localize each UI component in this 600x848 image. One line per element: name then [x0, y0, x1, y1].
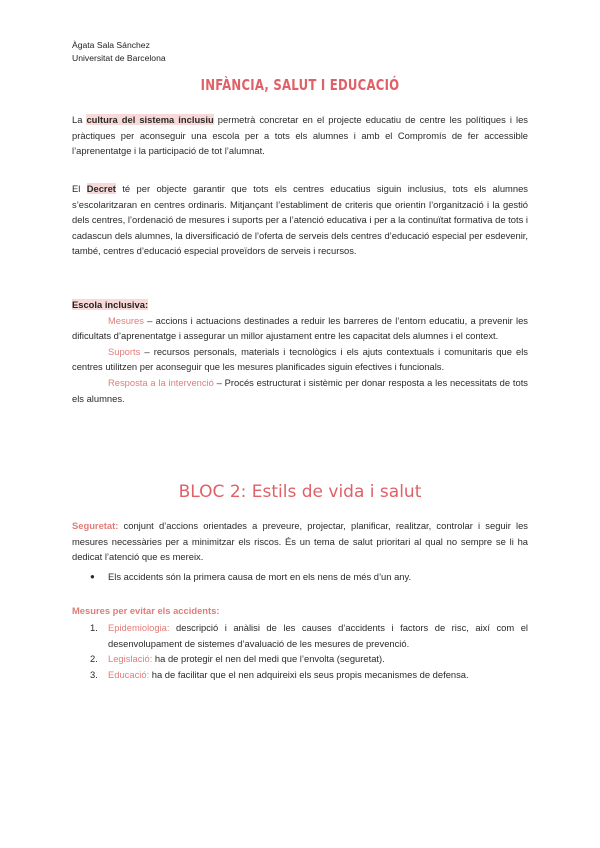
- document-title: INFÀNCIA, SALUT I EDUCACIÓ: [200, 76, 400, 94]
- accidents-bullet-list: [72, 569, 528, 585]
- mesures-heading: Mesures per evitar els accidents:: [72, 605, 220, 616]
- university-name: Universitat de Barcelona: [72, 53, 166, 63]
- mesures-definition: Mesures – accions i actuacions destinades a reduir les barreres de l’entorn educatiu, a prevenir les dificultats d’aprenentatge i assegurar un millor ajustament entre les capacitat dels alumnes i el context.: [72, 314, 528, 342]
- highlight-decret: Decret: [86, 183, 116, 194]
- seguretat-paragraph: Seguretat: conjunt d’accions orientades a preveure, projectar, planificar, realitzar, controlar i seguir les mesures necessàries per a minimitzar els riscos. És un tema de salut prioritari al qual no sempre se li ha dedicat l’atenció que es mereix.: [72, 520, 528, 563]
- highlight-cultura: cultura del sistema inclusiu: [86, 114, 214, 125]
- author-name: Àgata Sala Sánchez: [72, 40, 150, 50]
- list-item: 3. Educació: ha de facilitar que el nen adquireixi els seus propis mecanismes de defensa.: [90, 668, 469, 680]
- escola-inclusiva-heading: Escola inclusiva:: [72, 299, 149, 310]
- list-item: ● Els accidents són la primera causa de mort en els nens de més d’un any.: [72, 569, 528, 585]
- intro-paragraph-2: El Decret té per objecte garantir que tots els centres educatius siguin inclusius, tots els alumnes s’escolaritzaran en centres ordinaris. Mitjançant l’establiment de criteris que orientin l’organització i la gestió dels centres, l’ordenació de mesures i suports per a l’atenció educativa i per a la continuïtat formativa de tots i cadascun dels alumnes, la diversificació de l’oferta de serveis dels centres d’educació especial per esdevenir, també, centres d’educació especial proveïdors de serveis i recursos.: [72, 183, 528, 257]
- resposta-definition: Resposta a la intervenció – Procés estructurat i sistèmic per donar resposta a les necessitats de tots els alumnes.: [72, 376, 528, 404]
- list-item: 2. Legislació: ha de protegir el nen del medi que l’envolta (seguretat).: [90, 653, 385, 665]
- bloc-2-title: BLOC 2: Estils de vida i salut: [178, 482, 422, 502]
- intro-paragraph-1: La cultura del sistema inclusiu permetrà concretar en el projecte educatiu de centre les polítiques i les pràctiques per aconseguir una escola per a tots els alumnes i amb el Compromís de fer accessible l’aprenentatge i la participació de tot l’alumnat.: [72, 114, 528, 157]
- bullet-icon: ●: [90, 572, 95, 581]
- document-header: [72, 39, 166, 65]
- escola-inclusiva-section: [72, 297, 528, 406]
- list-item: 1. Epidemiologia: descripció i anàlisi de les causes d’accidents i factors de risc, així com el desenvolupament de sistemes d’avaluació de les mesures de prevenció.: [90, 622, 528, 649]
- mesures-numbered-list: [72, 620, 528, 682]
- suports-definition: Suports – recursos personals, materials i tecnològics i els ajuts contextuals i comunitaris que els centres utilitzen per aconseguir que les mesures planificades siguin efectives i funcionals.: [72, 345, 528, 373]
